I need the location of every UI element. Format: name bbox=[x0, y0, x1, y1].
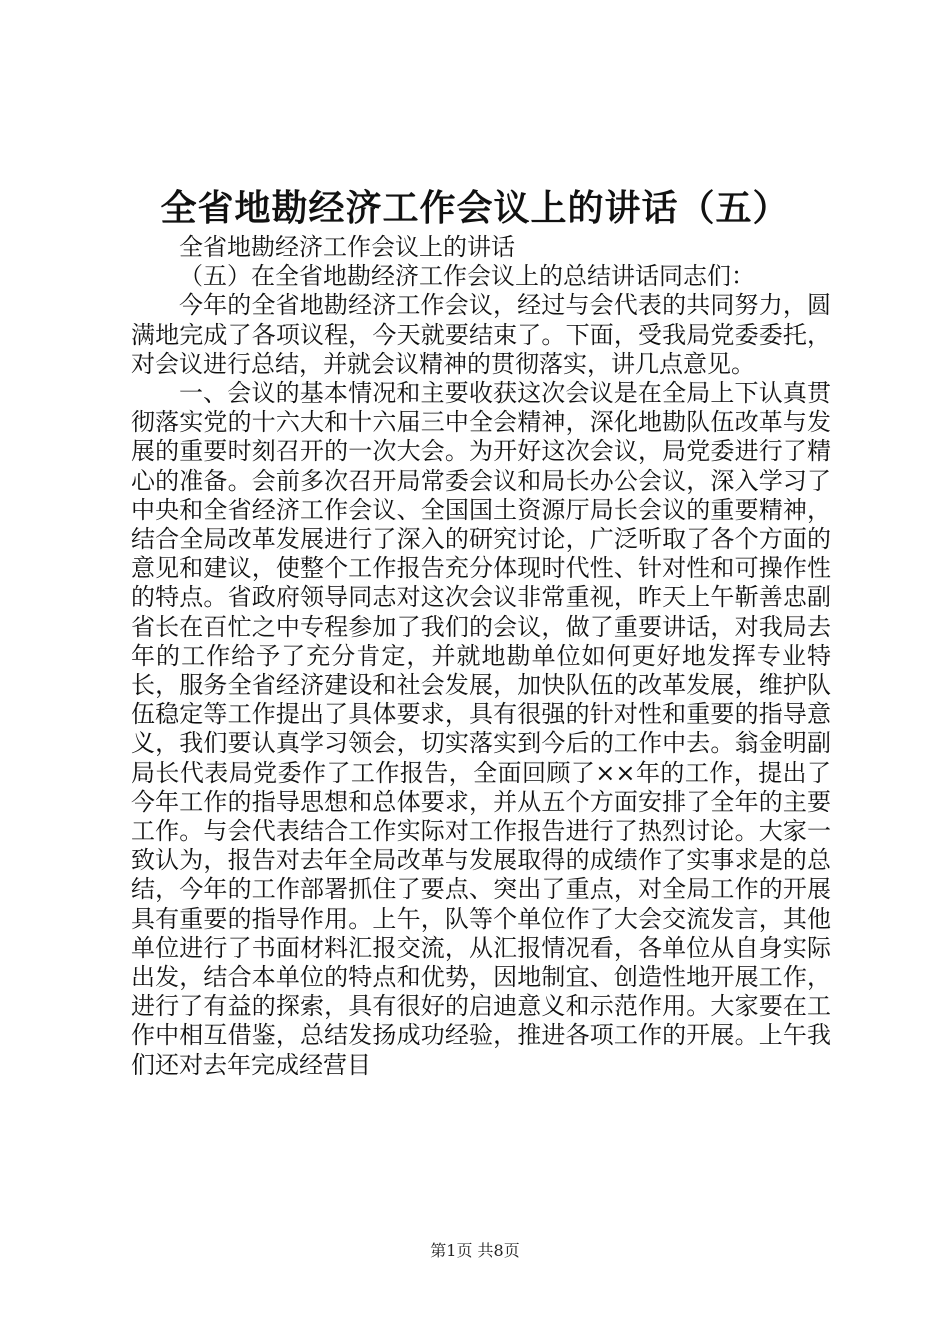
salutation-line: （五）在全省地勘经济工作会议上的总结讲话同志们： bbox=[179, 262, 755, 291]
document-body bbox=[131, 233, 831, 1080]
subtitle-line: 全省地勘经济工作会议上的讲话 bbox=[179, 233, 515, 261]
section-one-paragraph: 一、会议的基本情况和主要收获这次会议是在全局上下认真贯彻落实党的十六大和十六届三中全会精神，深化地勘队伍改革与发展的重要时刻召开的一次大会。为开好这次会议，局党委进行了精心的准备。会前多次召开局常委会议和局长办公会议，深入学习了中央和全省经济工作会议、全国国土资源厅局长会议的重要精神，结合全局改革发展进行了深入的研究讨论，广泛听取了各个方面的意见和建议，使整个工作报告充分体现时代性、针对性和可操作性的特点。省政府领导同志对这次会议非常重视，昨天上午靳善忠副省长在百忙之中专程参加了我们的会议，做了重要讲话，对我局去年的工作给予了充分肯定，并就地勘单位如何更好地发挥专业特长，服务全省经济建设和社会发展，加快队伍的改革发展，维护队伍稳定等工作提出了具体要求，具有很强的针对性和重要的指导意义，我们要认真学习领会，切实落实到今后的工作中去。翁金明副局长代表局党委作了工作报告，全面回顾了××年的工作，提出了今年工作的指导思想和总体要求，并从五个方面安排了全年的主要工作。与会代表结合工作实际对工作报告进行了热烈讨论。大家一致认为，报告对去年全局改革与发展取得的成绩作了实事求是的总结，今年的工作部署抓住了要点、突出了重点，对全局工作的开展具有重要的指导作用。上午，队等个单位作了大会交流发言，其他单位进行了书面材料汇报交流，从汇报情况看，各单位从自身实际出发，结合本单位的特点和优势，因地制宜、创造性地开展工作，进行了有益的探索，具有很好的启迪意义和示范作用。大家要在工作中相互借鉴，总结发扬成功经验，推进各项工作的开展。上午我们还对去年完成经营目 bbox=[131, 379, 831, 1079]
page-footer: 第1页 共8页 bbox=[430, 1241, 520, 1260]
document-title: 全省地勘经济工作会议上的讲话（五） bbox=[160, 187, 790, 229]
intro-paragraph: 今年的全省地勘经济工作会议，经过与会代表的共同努力，圆满地完成了各项议程，今天就要结束了。下面，受我局党委委托，对会议进行总结，并就会议精神的贯彻落实，讲几点意见。 bbox=[131, 291, 831, 378]
